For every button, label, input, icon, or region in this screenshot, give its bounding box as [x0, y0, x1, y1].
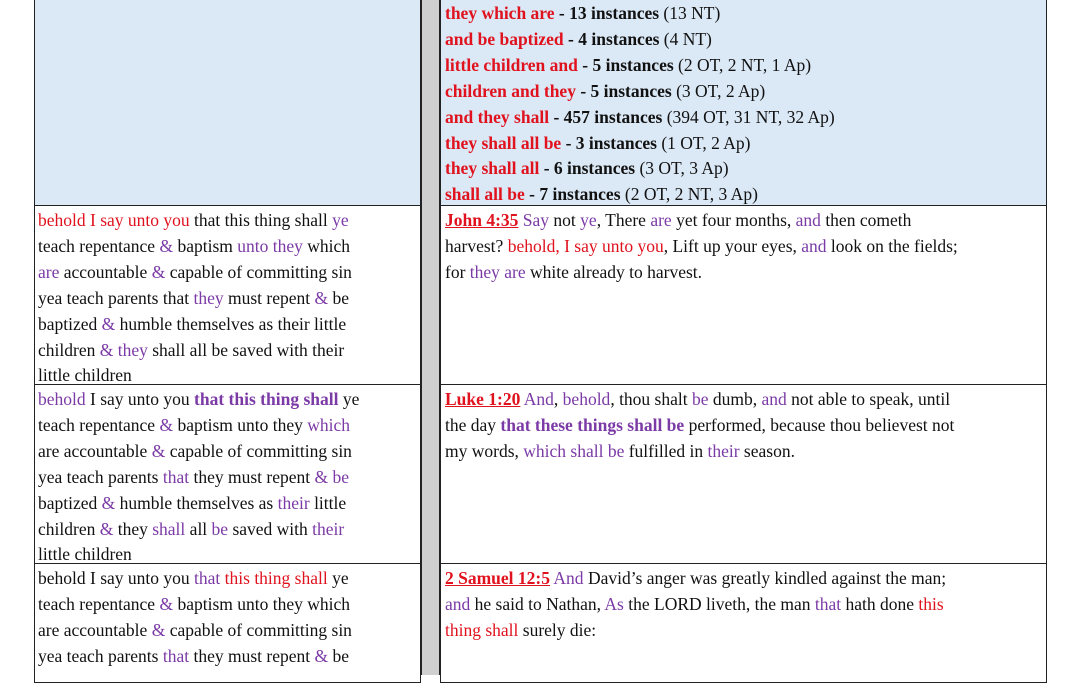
verse-word: surely die: [518, 619, 597, 640]
verse-word: the day [445, 414, 501, 435]
phrase-text: children and they [445, 80, 576, 101]
phrase-stat-line [445, 182, 758, 208]
passage-word: they must repent [189, 466, 315, 487]
verse-word: , [553, 389, 563, 409]
passage-word: baptized [38, 492, 102, 513]
passage-line [38, 592, 350, 618]
passage-line [38, 234, 350, 260]
passage-word: & [159, 414, 174, 435]
phrase-stat-line [445, 79, 765, 105]
instance-count: 6 instances [553, 158, 636, 179]
passage-word: little [309, 492, 347, 513]
verse-word: and [445, 593, 471, 614]
separator: - [524, 184, 540, 205]
passage-word: that this thing shall [194, 389, 339, 409]
verse-word: that these things shall be [500, 414, 685, 435]
verse-word: that [814, 593, 842, 614]
testament-breakdown: (3 OT, 2 Ap) [676, 80, 766, 101]
verse-line [445, 592, 944, 618]
passage-word: they [193, 287, 224, 308]
passage-word: teach repentance [38, 593, 160, 614]
passage-line [38, 465, 349, 491]
testament-breakdown: (394 OT, 31 NT, 32 Ap) [666, 106, 835, 127]
passage-word: I say unto you [85, 389, 195, 409]
verse-line [445, 413, 954, 439]
verse-word: hath done [841, 593, 919, 614]
verse-word: thing shall [445, 619, 519, 640]
instance-count: 4 instances [578, 28, 660, 49]
verse-line [445, 439, 795, 465]
passage-line [38, 338, 344, 364]
passage-line [38, 286, 349, 312]
verse-line [445, 618, 596, 644]
phrase-text: shall all be [445, 184, 525, 205]
passage-word: & [314, 287, 329, 308]
verse-line [445, 260, 702, 286]
passage-word: teach repentance [38, 414, 160, 435]
verse-word: As [604, 593, 624, 614]
passage-line [38, 208, 349, 234]
verse-word: And [520, 389, 554, 409]
passage-word: children [38, 518, 100, 539]
testament-breakdown: (3 OT, 3 Ap) [639, 158, 729, 179]
testament-breakdown: (1 OT, 2 Ap) [661, 132, 751, 153]
passage-word: which [302, 235, 351, 256]
passage-word: & [151, 440, 166, 461]
phrase-stat-line [445, 27, 712, 53]
verse-word: ye [580, 210, 597, 230]
passage-word: & [151, 619, 166, 640]
passage-word: & [99, 518, 114, 539]
verse-word: season. [739, 440, 795, 461]
separator: - [554, 3, 570, 23]
instance-count: 7 instances [539, 184, 621, 205]
verse-word: yet four months, [671, 210, 796, 230]
verse-word: , thou shalt [610, 389, 692, 409]
verse-word: , Lift up your eyes, [663, 235, 802, 256]
passage-word: capable of committing sin [165, 440, 352, 461]
passage-word: & [159, 593, 174, 614]
passage-word: yea teach parents that [38, 287, 194, 308]
passage-word: baptism unto they [173, 414, 308, 435]
verse-word: and [795, 210, 821, 230]
passage-word: their [312, 518, 345, 539]
separator: - [577, 54, 593, 75]
passage-word: they [113, 518, 153, 539]
passage-line [38, 542, 132, 568]
passage-word: teach repentance [38, 235, 160, 256]
verse-word: Say [518, 210, 550, 230]
verse-word: my words, [445, 440, 524, 461]
passage-word: baptism [173, 235, 238, 256]
verse-word: fulfilled in [624, 440, 708, 461]
verse-word: not [549, 210, 581, 230]
passage-word: little children [38, 544, 132, 565]
passage-word: that [162, 645, 190, 666]
separator: - [561, 132, 576, 153]
instance-count: 5 instances [592, 54, 674, 75]
passage-word: that [162, 466, 190, 487]
passage-line [38, 363, 132, 389]
verse-word: dumb, [708, 389, 762, 409]
verse-word: their [707, 440, 740, 461]
passage-word: behold I say unto you [38, 210, 190, 230]
passage-line [38, 644, 349, 670]
verse-word: behold, I say unto you [507, 235, 664, 256]
verse-word: for [445, 261, 470, 282]
passage-word: saved with [228, 518, 313, 539]
instance-count: 457 instances [563, 106, 663, 127]
testament-breakdown: (2 OT, 2 NT, 1 Ap) [678, 54, 812, 75]
passage-line [38, 260, 352, 286]
top-left-cell [34, 0, 421, 206]
verse-word: the LORD liveth, the man [623, 593, 815, 614]
instance-count: 5 instances [590, 80, 672, 101]
passage-line [38, 413, 350, 439]
passage-word: shall [152, 518, 186, 539]
passage-word: unto they [237, 235, 303, 256]
verse-word: , There [596, 210, 651, 230]
passage-word: & [101, 313, 116, 334]
instance-count: 3 instances [575, 132, 657, 153]
passage-word: behold I say unto you [38, 568, 195, 588]
verse-line [445, 208, 911, 234]
verse-word: are [650, 210, 672, 230]
verse-reference-link[interactable]: 2 Samuel 12:5 [445, 568, 550, 588]
verse-word: which shall be [523, 440, 625, 461]
verse-word: David’s anger was greatly kindled against the man; [583, 568, 947, 588]
passage-line [38, 618, 352, 644]
passage-word: humble themselves as [115, 492, 278, 513]
passage-word: are accountable [38, 619, 152, 640]
verse-word: look on the fields; [826, 235, 958, 256]
phrase-text: and they shall [445, 106, 550, 127]
separator: - [539, 158, 554, 179]
passage-word: & [159, 235, 174, 256]
separator: - [549, 106, 564, 127]
phrase-text: little children and [445, 54, 578, 75]
passage-word: capable of committing sin [165, 619, 352, 640]
passage-word: this thing shall [224, 568, 328, 588]
passage-word: must repent [223, 287, 315, 308]
phrase-text: they shall all [445, 158, 540, 179]
verse-word: this [918, 593, 944, 614]
verse-word: be [691, 389, 709, 409]
passage-word: & [314, 645, 329, 666]
passage-word: they must repent [189, 645, 315, 666]
verse-word: white already to harvest. [525, 261, 703, 282]
verse-word: behold [562, 389, 611, 409]
passage-word: which [307, 414, 351, 435]
passage-line [38, 517, 344, 543]
passage-word: shall all be saved with their [147, 339, 345, 360]
testament-breakdown: (2 OT, 2 NT, 3 Ap) [624, 184, 758, 205]
verse-reference-link[interactable]: Luke 1:20 [445, 389, 521, 409]
passage-word: they [117, 339, 148, 360]
instance-count: 13 instances [569, 3, 660, 23]
verse-word: and [801, 235, 827, 256]
passage-word: be [328, 645, 350, 666]
phrase-text: they shall all be [445, 132, 562, 153]
verse-line [445, 566, 946, 592]
passage-word: children [38, 339, 100, 360]
passage-word: yea teach parents [38, 466, 163, 487]
separator: - [575, 80, 591, 101]
passage-word: are accountable [38, 440, 152, 461]
verse-word: harvest? [445, 235, 508, 256]
verse-reference-link[interactable]: John 4:35 [445, 210, 519, 230]
passage-word: & [99, 339, 114, 360]
passage-word: ye [332, 210, 349, 230]
passage-line [38, 312, 346, 338]
passage-word: ye [327, 568, 349, 588]
passage-word: that [194, 568, 221, 588]
passage-word: accountable [59, 261, 152, 282]
verse-word: they are [469, 261, 526, 282]
verse-word: then cometh [820, 210, 912, 230]
passage-word: that this thing shall [189, 210, 333, 230]
passage-word: & [101, 492, 116, 513]
passage-line [38, 566, 349, 592]
passage-word: baptism unto they which [173, 593, 351, 614]
testament-breakdown: (4 NT) [663, 28, 712, 49]
passage-word: be [211, 518, 229, 539]
phrase-stat-line [445, 156, 729, 182]
passage-word: are [38, 261, 60, 282]
phrase-stat-line [445, 131, 750, 157]
passage-line [38, 491, 346, 517]
verse-word: And [550, 568, 584, 588]
verse-line [445, 234, 958, 260]
passage-word: baptized [38, 313, 102, 334]
passage-word: yea teach parents [38, 645, 163, 666]
phrase-stat-line [445, 1, 720, 27]
passage-word: behold [38, 389, 86, 409]
verse-word: and [761, 389, 787, 409]
passage-line [38, 387, 359, 413]
phrase-text: and be baptized [445, 28, 564, 49]
passage-word: & be [314, 466, 350, 487]
phrase-text: they which are [445, 3, 555, 23]
verse-line [445, 387, 950, 413]
passage-word: all [185, 518, 212, 539]
passage-word: capable of committing sin [165, 261, 352, 282]
passage-word: ye [338, 389, 360, 409]
phrase-stat-line [445, 105, 835, 131]
passage-line [38, 439, 352, 465]
phrase-stat-line [445, 53, 811, 79]
passage-word: & [151, 261, 166, 282]
passage-word: humble themselves as their little [115, 313, 347, 334]
verse-word: he said to Nathan, [470, 593, 605, 614]
passage-word: little children [38, 365, 132, 386]
verse-word: performed, because thou believest not [684, 414, 955, 435]
verse-word: not able to speak, until [786, 389, 951, 409]
passage-word: their [277, 492, 310, 513]
column-divider [421, 0, 440, 675]
testament-breakdown: (13 NT) [663, 3, 721, 23]
passage-word: be [328, 287, 350, 308]
separator: - [563, 28, 579, 49]
